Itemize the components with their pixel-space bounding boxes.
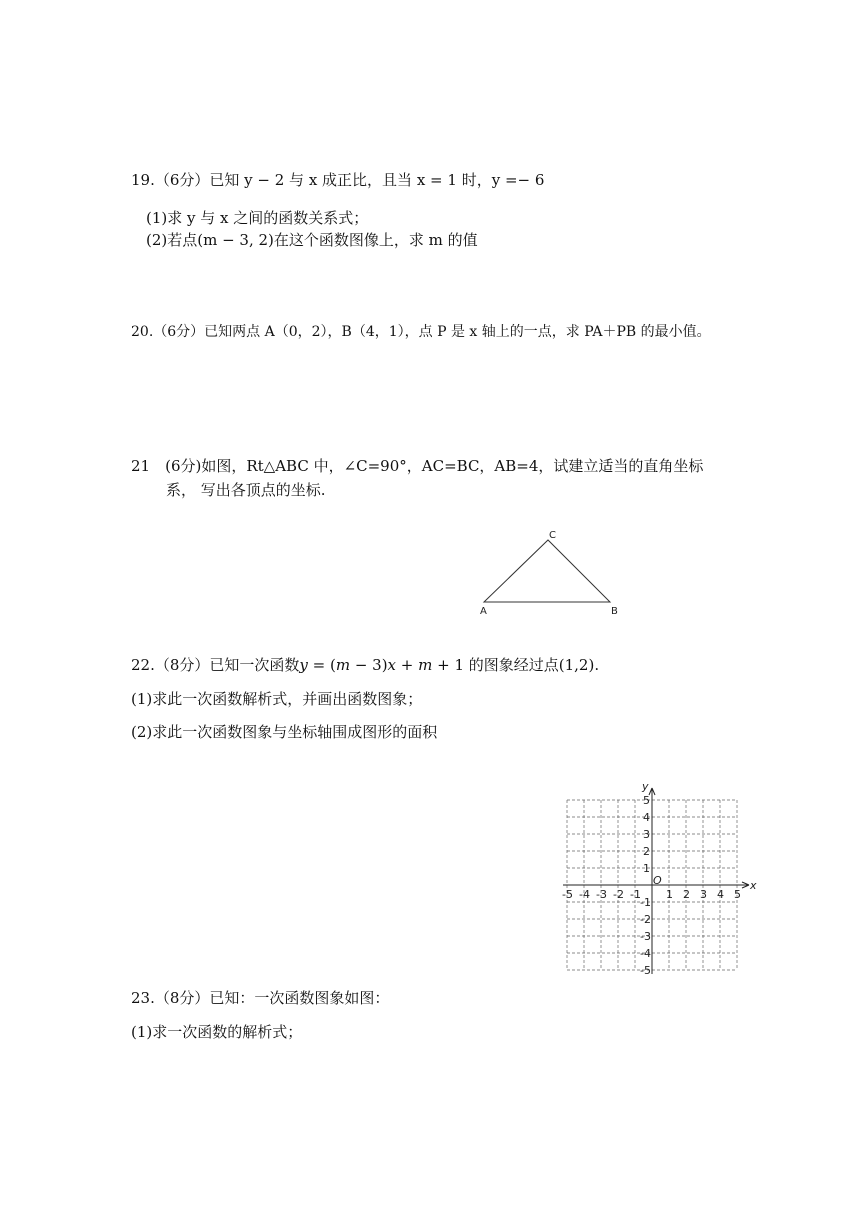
y-axis-label: y	[642, 780, 649, 793]
y-tick-label: 2	[643, 845, 650, 858]
question-20-stem: 20.（6分）已知两点 A（0，2），B（4，1），点 P 是 x 轴上的一点，求 PA＋PB 的最小值。	[131, 324, 711, 340]
y-tick-label: 3	[643, 828, 650, 841]
question-23-part-1: (1)求一次函数的解析式；	[131, 1023, 303, 1041]
x-tick-label: -3	[596, 888, 607, 901]
coordinate-grid	[555, 778, 760, 977]
x-tick-label: 5	[734, 888, 741, 901]
y-tick-label: -5	[640, 964, 651, 977]
triangle-abc	[484, 540, 610, 602]
y-tick-label: -4	[640, 947, 651, 960]
y-tick-label: 1	[643, 862, 650, 875]
origin-label: O	[653, 874, 662, 887]
vertex-c-label: C	[549, 530, 556, 541]
y-tick-label: -2	[640, 913, 651, 926]
y-tick-label: -3	[640, 930, 651, 943]
vertex-b-label: B	[611, 606, 618, 617]
question-22-part-2: (2)求此一次函数图象与坐标轴围成图形的面积	[131, 723, 438, 741]
x-tick-label: -5	[562, 888, 573, 901]
x-tick-label: 4	[717, 888, 724, 901]
y-tick-label: 4	[643, 811, 650, 824]
question-21-stem-line-1: 21 (6分)如图，Rt△ABC 中，∠C=90°，AC=BC，AB=4，试建立适当的直角坐标	[131, 457, 704, 475]
x-tick-label: 3	[700, 888, 707, 901]
triangle-abc-figure	[478, 528, 628, 618]
question-21-stem-line-2: 系， 写出各顶点的坐标.	[166, 481, 326, 499]
vertex-a-label: A	[480, 606, 487, 617]
x-tick-label: -2	[613, 888, 624, 901]
question-23-stem: 23.（8分）已知：一次函数图象如图：	[131, 989, 390, 1007]
x-tick-label: -4	[579, 888, 590, 901]
question-19-part-1: (1)求 y 与 x 之间的函数关系式；	[146, 209, 369, 227]
x-tick-label: 2	[683, 888, 690, 901]
question-22-part-1: (1)求此一次函数解析式，并画出函数图象；	[131, 690, 423, 708]
x-tick-label: -1	[630, 888, 641, 901]
x-tick-label: 1	[666, 888, 673, 901]
question-19-part-2: (2)若点(m − 3, 2)在这个函数图像上，求 m 的值	[146, 231, 478, 249]
y-tick-label: -1	[640, 896, 651, 909]
x-axis-label: x	[750, 879, 757, 892]
question-22-stem: 22.（8分）已知一次函数𝑦 = (𝑚 − 3)𝑥 + 𝑚 + 1 的图象经过点(1,2).	[131, 656, 600, 674]
question-19-stem: 19.（6分）已知 y − 2 与 x 成正比，且当 x = 1 时，y =− 6	[131, 171, 545, 189]
y-tick-label: 5	[643, 794, 650, 807]
